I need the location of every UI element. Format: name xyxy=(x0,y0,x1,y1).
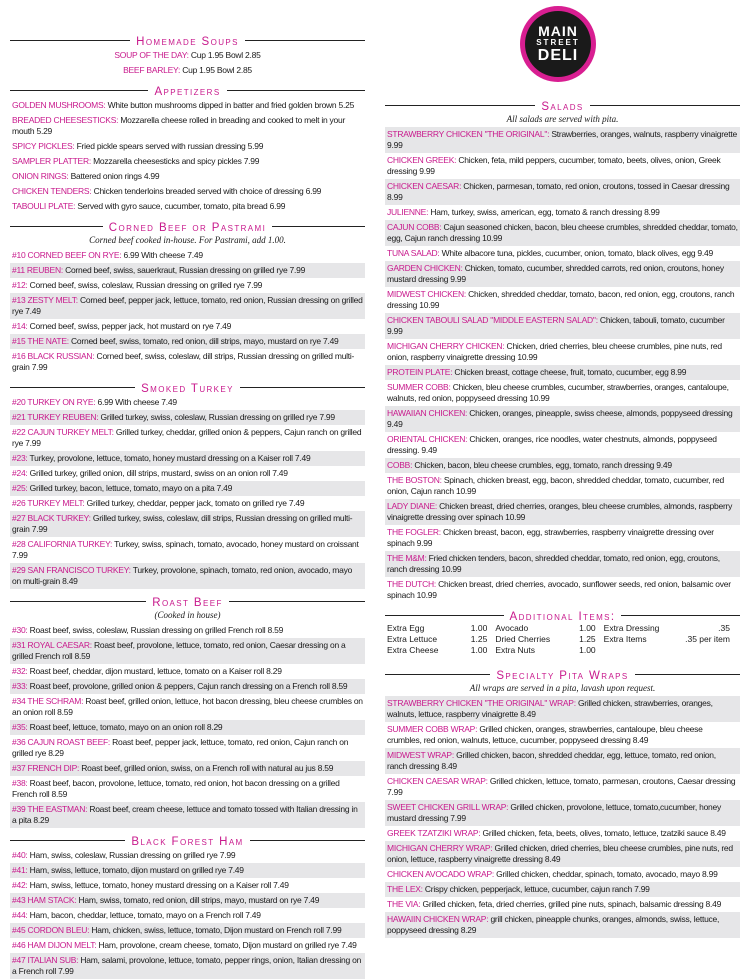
menu-item-description: Fried chicken tenders, bacon, shredded cheddar, tomato, red onion, egg, croutons, ranch dressing 10.99 xyxy=(387,553,720,574)
salads-title: Salads xyxy=(535,101,589,113)
menu-item xyxy=(10,451,365,466)
menu-item xyxy=(10,139,365,154)
ham-title: Black Forest Ham xyxy=(125,836,249,848)
menu-item-name: GREEK TZATZIKI WRAP: xyxy=(387,828,481,838)
menu-item-description: Grilled chicken, oranges, strawberries, cantaloupe, bleu cheese crumbles, red onion, walnuts, lettuce, cucumber, poppyseed dressing 8.49 xyxy=(387,724,703,745)
menu-item xyxy=(385,800,740,826)
menu-item-name: ONION RINGS: xyxy=(12,171,69,181)
extra-item-price: 1.25 xyxy=(470,634,488,644)
menu-item-description: Chicken, feta, mild peppers, cucumber, tomato, beets, olives, onion, Greek dressing 9.99 xyxy=(387,155,721,176)
menu-item-name: #28 CALIFORNIA TURKEY: xyxy=(12,539,113,549)
menu-item-name: #34 THE SCHRAM: xyxy=(12,696,84,706)
corned-beef-section xyxy=(10,218,365,375)
menu-item-description: Roast beef, bacon, provolone, lettuce, tomato, red onion, hot bacon dressing on a grilled French roll 8.59 xyxy=(12,778,340,799)
menu-item-description: Mozzarella cheesesticks and spicy pickles 7.99 xyxy=(90,156,260,166)
menu-item-name: SWEET CHICKEN GRILL WRAP: xyxy=(387,802,509,812)
appetizers-header xyxy=(10,82,365,98)
menu-item-description: Roast beef, lettuce, tomato, mayo on an onion roll 8.29 xyxy=(27,722,223,732)
additional-items-grid xyxy=(385,623,740,656)
menu-item-description: 6.99 With cheese 7.49 xyxy=(95,397,177,407)
menu-item xyxy=(10,664,365,679)
menu-item-name: #23: xyxy=(12,453,28,463)
menu-item-description: Chicken, tomato, cucumber, shredded carrots, red onion, croutons, honey mustard dressing 9.99 xyxy=(387,263,724,284)
menu-item xyxy=(10,878,365,893)
menu-item-description: Chicken, shredded cheddar, tomato, bacon, red onion, egg, croutons, ranch dressing 10.99 xyxy=(387,289,735,310)
menu-item-name: #40: xyxy=(12,850,28,860)
menu-item-description: Chicken, parmesan, tomato, red onion, croutons, tossed in Caesar dressing 8.99 xyxy=(387,181,730,202)
additional-header xyxy=(385,607,740,623)
menu-item-name: GARDEN CHICKEN: xyxy=(387,263,463,273)
menu-item-name: #13 ZESTY MELT: xyxy=(12,295,78,305)
additional-section xyxy=(385,607,740,656)
menu-item xyxy=(10,776,365,802)
menu-item-description: Chicken, tabouli, tomato, cucumber 9.99 xyxy=(387,315,725,336)
menu-item-name: #31 ROYAL CAESAR: xyxy=(12,640,92,650)
extra-item-price: 1.00 xyxy=(470,623,488,633)
menu-item-name: #44: xyxy=(12,910,28,920)
menu-item xyxy=(385,365,740,380)
menu-item-name: #20 TURKEY ON RYE: xyxy=(12,397,96,407)
corned-beef-header xyxy=(10,218,365,234)
menu-item-name: #15 THE NATE: xyxy=(12,336,69,346)
menu-item-name: #47 ITALIAN SUB: xyxy=(12,955,79,965)
menu-item-description: Grilled chicken, strawberries, oranges, walnuts, lettuce, raspberry vinaigrette 8.49 xyxy=(387,698,713,719)
menu-item xyxy=(385,458,740,473)
menu-item-description: Ham, provolone, cream cheese, tomato, Dijon mustard on grilled rye 7.49 xyxy=(96,940,357,950)
menu-item-name: BREADED CHEESESTICKS: xyxy=(12,115,119,125)
menu-item xyxy=(10,481,365,496)
menu-item-name: #46 HAM DIJON MELT: xyxy=(12,940,97,950)
logo-line-main: MAIN xyxy=(538,23,578,39)
menu-item-description: 6.99 With cheese 7.49 xyxy=(121,250,203,260)
menu-item xyxy=(10,511,365,537)
menu-item xyxy=(10,466,365,481)
menu-item-description: Grilled turkey, grilled onion, dill strips, mustard, swiss on an onion roll 7.49 xyxy=(27,468,288,478)
menu-item-name: #12: xyxy=(12,280,28,290)
menu-item xyxy=(10,735,365,761)
menu-item-name: CAJUN COBB: xyxy=(387,222,442,232)
menu-item xyxy=(10,63,365,78)
menu-item xyxy=(10,395,365,410)
corned-beef-note: Corned beef cooked in-house. For Pastrami, add 1.00. xyxy=(89,235,286,245)
menu-item-name: #42: xyxy=(12,880,28,890)
menu-item xyxy=(10,802,365,828)
extra-item-name: Avocado xyxy=(495,623,529,633)
menu-item-description: White button mushrooms dipped in batter and fried golden brown 5.25 xyxy=(105,100,355,110)
menu-item xyxy=(385,406,740,432)
menu-item xyxy=(385,380,740,406)
menu-item xyxy=(10,496,365,511)
extra-item-price: .35 per item xyxy=(685,634,730,644)
menu-item-description: Ham, swiss, lettuce, tomato, honey mustard dressing on a Kaiser roll 7.49 xyxy=(27,880,289,890)
menu-item-description: Grilled turkey, bacon, lettuce, tomato, mayo on a pita 7.49 xyxy=(27,483,233,493)
menu-item-name: BEEF BARLEY: xyxy=(123,65,181,75)
extra-item-price: 1.00 xyxy=(470,645,488,655)
menu-item xyxy=(10,938,365,953)
menu-item-name: SOUP OF THE DAY: xyxy=(114,50,189,60)
menu-item xyxy=(385,525,740,551)
menu-item-name: #29 SAN FRANCISCO TURKEY: xyxy=(12,565,131,575)
menu-item xyxy=(10,425,365,451)
menu-item xyxy=(385,774,740,800)
menu-item xyxy=(10,623,365,638)
extra-item-price: 1.00 xyxy=(579,623,596,633)
menu-item xyxy=(385,473,740,499)
menu-item-name: MIDWEST WRAP: xyxy=(387,750,454,760)
turkey-list xyxy=(10,395,365,589)
roast-beef-title: Roast Beef xyxy=(146,597,229,609)
soups-title: Homemade Soups xyxy=(130,36,245,48)
additional-title: Additional Items: xyxy=(504,611,622,623)
menu-item-name: #39 THE EASTMAN: xyxy=(12,804,88,814)
menu-item-name: SUMMER COBB: xyxy=(387,382,451,392)
extra-item-name: Extra Dressing xyxy=(603,623,660,633)
menu-item xyxy=(385,696,740,722)
menu-item-description: Roast beef, pepper jack, lettuce, tomato, red onion, Cajun ranch on grilled rye 8.29 xyxy=(12,737,349,758)
menu-item xyxy=(10,563,365,589)
menu-item-name: THE FOGLER: xyxy=(387,527,441,537)
menu-item xyxy=(385,912,740,938)
menu-item-description: Turkey, provolone, lettuce, tomato, honey mustard dressing on a Kaiser roll 7.49 xyxy=(27,453,311,463)
soups-header xyxy=(10,32,365,48)
menu-item-description: Strawberries, oranges, walnuts, raspberry vinaigrette 9.99 xyxy=(387,129,737,150)
menu-item-name: #27 BLACK TURKEY: xyxy=(12,513,91,523)
menu-item-description: Mozzarella cheese rolled in breading and cooked to melt in your mouth 5.29 xyxy=(12,115,346,136)
menu-item xyxy=(10,184,365,199)
menu-item-description: Ham, swiss, lettuce, tomato, dijon mustard on grilled rye 7.49 xyxy=(27,865,244,875)
roast-beef-list xyxy=(10,623,365,828)
appetizers-title: Appetizers xyxy=(148,86,226,98)
menu-item-description: Grilled turkey, cheddar, grilled onion & peppers, Cajun ranch on grilled rye 7.99 xyxy=(12,427,362,448)
salads-list xyxy=(385,127,740,603)
menu-item-description: Ham, chicken, swiss, lettuce, tomato, Dijon mustard on French roll 7.99 xyxy=(89,925,342,935)
menu-item xyxy=(385,339,740,365)
menu-item xyxy=(10,199,365,214)
menu-item-name: #38: xyxy=(12,778,28,788)
menu-item-description: Grilled chicken, dried cherries, bleu cheese crumbles, pine nuts, red onion, lettuce, raspberry vinaigrette dressing 8.49 xyxy=(387,843,733,864)
wraps-header xyxy=(385,666,740,682)
menu-item xyxy=(385,287,740,313)
menu-item-name: PROTEIN PLATE: xyxy=(387,367,453,377)
extra-item-name: Extra Items xyxy=(603,634,647,644)
roast-beef-header xyxy=(10,593,365,609)
menu-item-description: Crispy chicken, pepperjack, lettuce, cucumber, cajun ranch 7.99 xyxy=(422,884,650,894)
menu-item-name: CHICKEN TENDERS: xyxy=(12,186,92,196)
soups-section xyxy=(10,32,365,78)
soups-list xyxy=(10,48,365,78)
wraps-title: Specialty Pita Wraps xyxy=(490,670,634,682)
menu-item xyxy=(10,679,365,694)
menu-item-description: Roast beef, swiss, coleslaw, Russian dressing on grilled French roll 8.59 xyxy=(27,625,284,635)
menu-item xyxy=(10,319,365,334)
menu-item-description: Turkey, swiss, spinach, tomato, avocado, honey mustard on croissant 7.99 xyxy=(12,539,359,560)
menu-item-name: #10 CORNED BEEF ON RYE: xyxy=(12,250,122,260)
menu-item-name: #11 REUBEN: xyxy=(12,265,63,275)
menu-item-name: CHICKEN CAESAR: xyxy=(387,181,462,191)
menu-item-description: Chicken breast, dried cherries, avocado, sunflower seeds, red onion, balsamic over spinach 10.99 xyxy=(387,579,731,600)
menu-item-description: Served with gyro sauce, cucumber, tomato, pita bread 6.99 xyxy=(75,201,286,211)
menu-item-name: STRAWBERRY CHICKEN "THE ORIGINAL": xyxy=(387,129,550,139)
menu-item-name: #32: xyxy=(12,666,28,676)
menu-item-description: Spinach, chicken breast, egg, bacon, shredded cheddar, tomato, cucumber, red onion, Cajun ranch 10.99 xyxy=(387,475,724,496)
extra-item-name: Extra Egg xyxy=(387,623,425,633)
extra-item-name: Extra Cheese xyxy=(387,645,439,655)
menu-item-name: #16 BLACK RUSSIAN: xyxy=(12,351,95,361)
menu-item xyxy=(10,154,365,169)
menu-item-name: THE DUTCH: xyxy=(387,579,436,589)
menu-item-description: Chicken, dried cherries, bleu cheese crumbles, pine nuts, red onion, raspberry vinaigrette dressing 10.99 xyxy=(387,341,722,362)
menu-item-description: Corned beef, swiss, coleslaw, dill strips, Russian dressing on grilled multi-grain 7.99 xyxy=(12,351,355,372)
menu-item-name: STRAWBERRY CHICKEN "THE ORIGINAL" WRAP: xyxy=(387,698,576,708)
menu-item-description: Cajun seasoned chicken, bacon, bleu cheese crumbles, shredded cheddar, tomato, egg, Cajun ranch dressing 10.99 xyxy=(387,222,738,243)
ham-list xyxy=(10,848,365,979)
menu-item-name: #33: xyxy=(12,681,28,691)
corned-beef-list xyxy=(10,248,365,375)
menu-item-name: HAWAIIAN CHICKEN: xyxy=(387,408,468,418)
menu-item xyxy=(385,313,740,339)
extra-item-name: Dried Cherries xyxy=(495,634,551,644)
menu-item xyxy=(10,48,365,63)
menu-item-description: Grilled turkey, swiss, coleslaw, dill strips, Russian dressing on grilled multi-grain 7.99 xyxy=(12,513,353,534)
menu-item-name: CHICKEN AVOCADO WRAP: xyxy=(387,869,494,879)
menu-item-name: CHICKEN GREEK: xyxy=(387,155,457,165)
menu-item-name: LADY DIANE: xyxy=(387,501,438,511)
menu-item-description: Chicken, oranges, pineapple, swiss cheese, almonds, poppyseed dressing 9.49 xyxy=(387,408,733,429)
menu-item-description: Cup 1.95 Bowl 2.85 xyxy=(188,50,261,60)
salads-note: All salads are served with pita. xyxy=(506,114,619,124)
menu-item-description: Corned beef, swiss, sauerkraut, Russian dressing on grilled rye 7.99 xyxy=(62,265,306,275)
menu-item-description: Grilled turkey, swiss, coleslaw, Russian dressing on grilled rye 7.99 xyxy=(98,412,335,422)
menu-item-description: Grilled chicken, provolone, lettuce, tomato,cucumber, honey mustard dressing 7.99 xyxy=(387,802,722,823)
menu-item xyxy=(385,499,740,525)
extra-item-name xyxy=(604,645,678,656)
menu-item-description: Roast beef, provolone, lettuce, tomato, red onion, Caesar dressing on a grilled French roll 8.59 xyxy=(12,640,346,661)
menu-item-description: Battered onion rings 4.99 xyxy=(68,171,160,181)
menu-item xyxy=(10,638,365,664)
turkey-title: Smoked Turkey xyxy=(135,383,240,395)
menu-item-name: TABOULI PLATE: xyxy=(12,201,76,211)
roast-beef-section xyxy=(10,593,365,828)
menu-item-description: Chicken, oranges, rice noodles, water chestnuts, almonds, poppyseed dressing. 9.49 xyxy=(387,434,717,455)
menu-item xyxy=(10,334,365,349)
menu-item-name: THE BOSTON: xyxy=(387,475,442,485)
wraps-note: All wraps are served in a pita, lavash upon request. xyxy=(469,683,656,693)
menu-item-name: HAWAIIN CHICKEN WRAP: xyxy=(387,914,489,924)
menu-item-name: COBB: xyxy=(387,460,413,470)
salads-section xyxy=(385,97,740,603)
menu-item xyxy=(10,169,365,184)
menu-item xyxy=(10,263,365,278)
salads-header xyxy=(385,97,740,113)
menu-item-description: Corned beef, swiss, tomato, red onion, dill strips, mayo, mustard on rye 7.49 xyxy=(68,336,339,346)
menu-item-name: GOLDEN MUSHROOMS: xyxy=(12,100,106,110)
wraps-list xyxy=(385,696,740,938)
menu-item xyxy=(385,261,740,287)
menu-item-name: #22 CAJUN TURKEY MELT: xyxy=(12,427,114,437)
menu-item-name: THE VIA: xyxy=(387,899,421,909)
menu-item xyxy=(385,867,740,882)
menu-item-name: CHICKEN TABOULI SALAD "MIDDLE EASTERN SALAD": xyxy=(387,315,598,325)
menu-item-description: Corned beef, swiss, pepper jack, hot mustard on rye 7.49 xyxy=(27,321,232,331)
menu-item-name: CHICKEN CAESAR WRAP: xyxy=(387,776,488,786)
menu-item xyxy=(10,293,365,319)
menu-item-description: Roast beef, cheddar, dijon mustard, lettuce, tomato on a Kaiser roll 8.29 xyxy=(27,666,282,676)
right-column xyxy=(385,0,740,938)
menu-item-description: Ham, salami, provolone, lettuce, tomato, pepper rings, onion, Italian dressing on a French roll 7.99 xyxy=(12,955,362,976)
menu-item-description: Chicken, bacon, bleu cheese crumbles, egg, tomato, ranch dressing 9.49 xyxy=(412,460,672,470)
menu-item-name: MIDWEST CHICKEN: xyxy=(387,289,466,299)
menu-item-description: Roast beef, grilled onion, lettuce, hot bacon dressing, bleu cheese crumbles on an onion roll 8.59 xyxy=(12,696,363,717)
menu-item-name: MICHIGAN CHERRY CHICKEN: xyxy=(387,341,505,351)
menu-item xyxy=(10,761,365,776)
menu-item xyxy=(10,923,365,938)
menu-item xyxy=(385,577,740,603)
appetizers-section xyxy=(10,82,365,214)
menu-item-description: Chicken breast, bacon, egg, strawberries, raspberry vinaigrette dressing over spinach 9.99 xyxy=(387,527,714,548)
menu-item-description: Roast beef, cream cheese, lettuce and tomato tossed with Italian dressing in a pita 8.29 xyxy=(12,804,358,825)
turkey-section xyxy=(10,379,365,589)
menu-item-name: #24: xyxy=(12,468,28,478)
logo-line-deli: DELI xyxy=(537,47,579,64)
menu-item xyxy=(385,220,740,246)
menu-item xyxy=(10,349,365,375)
menu-item xyxy=(385,882,740,897)
menu-item xyxy=(10,694,365,720)
ham-section xyxy=(10,832,365,979)
extra-item-price: 1.25 xyxy=(579,634,596,644)
menu-item-name: JULIENNE: xyxy=(387,207,429,217)
menu-item-name: TUNA SALAD: xyxy=(387,248,440,258)
menu-item xyxy=(385,205,740,220)
turkey-header xyxy=(10,379,365,395)
menu-item-description: Grilled chicken, lettuce, tomato, parmesan, croutons, Caesar dressing 7.99 xyxy=(387,776,736,797)
menu-item xyxy=(385,551,740,577)
menu-item xyxy=(10,848,365,863)
menu-item xyxy=(385,246,740,261)
menu-item xyxy=(385,826,740,841)
menu-item-description: Ham, bacon, cheddar, lettuce, tomato, mayo on a French roll 7.49 xyxy=(27,910,261,920)
menu-item-name: THE M&M: xyxy=(387,553,427,563)
menu-item-description: Corned beef, swiss, coleslaw, Russian dressing on grilled rye 7.99 xyxy=(27,280,263,290)
menu-item-description: Chicken, bleu cheese crumbles, cucumber, strawberries, oranges, cantaloupe, walnuts, red onion, poppyseed dressing 10.99 xyxy=(387,382,729,403)
menu-item-description: Corned beef, pepper jack, lettuce, tomato, red onion, Russian dressing on grilled rye 7.49 xyxy=(12,295,363,316)
menu-item-name: MICHIGAN CHERRY WRAP: xyxy=(387,843,493,853)
menu-item xyxy=(385,153,740,179)
menu-item-name: #25: xyxy=(12,483,28,493)
menu-item-description: Chicken tenderloins breaded served with choice of dressing 6.99 xyxy=(91,186,322,196)
left-column xyxy=(10,0,365,979)
menu-item-description: Chicken breast, cottage cheese, fruit, tomato, cucumber, egg 8.99 xyxy=(452,367,687,377)
menu-item-name: THE LEX: xyxy=(387,884,423,894)
menu-item-name: SPICY PICKLES: xyxy=(12,141,75,151)
extra-item-price: .35 xyxy=(718,623,730,633)
menu-item-description: Grilled chicken, feta, dried cherries, grilled pine nuts, spinach, balsamic dressing 8.49 xyxy=(420,899,722,909)
menu-item-name: #26 TURKEY MELT: xyxy=(12,498,85,508)
extra-item-name: Extra Lettuce xyxy=(387,634,438,644)
menu-item-name: SUMMER COBB WRAP: xyxy=(387,724,478,734)
menu-item xyxy=(10,410,365,425)
menu-item xyxy=(385,127,740,153)
appetizers-list xyxy=(10,98,365,214)
logo-line-street: STREET xyxy=(536,38,580,47)
menu-item-description: Grilled chicken, bacon, shredded cheddar, egg, lettuce, tomato, red onion, ranch dressing 8.49 xyxy=(387,750,716,771)
menu-item-description: Fried pickle spears served with russian dressing 5.99 xyxy=(74,141,264,151)
menu-item-description: Grilled turkey, cheddar, pepper jack, tomato on grilled rye 7.49 xyxy=(84,498,305,508)
menu-item xyxy=(10,278,365,293)
menu-item xyxy=(385,748,740,774)
menu-item xyxy=(10,113,365,139)
wraps-section xyxy=(385,666,740,938)
roast-beef-note: (Cooked in house) xyxy=(154,610,221,620)
menu-item-name: SAMPLER PLATTER: xyxy=(12,156,91,166)
menu-item-name: ORIENTAL CHICKEN: xyxy=(387,434,468,444)
menu-item xyxy=(10,893,365,908)
menu-item xyxy=(10,248,365,263)
menu-item-name: #37 FRENCH DIP: xyxy=(12,763,80,773)
menu-item-description: Grilled chicken, cheddar, spinach, tomato, avocado, mayo 8.99 xyxy=(494,869,718,879)
menu-item xyxy=(10,720,365,735)
menu-item xyxy=(385,432,740,458)
menu-item-description: White albacore tuna, pickles, cucumber, onion, tomato, black olives, egg 9.49 xyxy=(439,248,713,258)
menu-item-description: Turkey, provolone, spinach, tomato, red onion, avocado, mayo on multi-grain 8.49 xyxy=(12,565,353,586)
menu-item xyxy=(385,841,740,867)
menu-item-description: Roast beef, grilled onion, swiss, on a French roll with natural au jus 8.59 xyxy=(79,763,334,773)
menu-item xyxy=(10,98,365,113)
menu-item-name: #30: xyxy=(12,625,28,635)
menu-item xyxy=(10,537,365,563)
menu-item-description: Roast beef, provolone, grilled onion & peppers, Cajun ranch dressing on a French roll 8.59 xyxy=(27,681,348,691)
ham-header xyxy=(10,832,365,848)
menu-item xyxy=(10,953,365,979)
menu-item-description: Ham, turkey, swiss, american, egg, tomato & ranch dressing 8.99 xyxy=(428,207,660,217)
menu-item xyxy=(10,908,365,923)
menu-item-name: #21 TURKEY REUBEN: xyxy=(12,412,99,422)
menu-item-name: #35: xyxy=(12,722,28,732)
menu-item-description: Cup 1.95 Bowl 2.85 xyxy=(180,65,252,75)
menu-item-description: grill chicken, pineapple chunks, oranges, almonds, swiss, lettuce, poppyseed dressing 8.29 xyxy=(387,914,720,935)
menu-item-description: Grilled chicken, feta, beets, olives, tomato, lettuce, tzatziki sauce 8.49 xyxy=(480,828,726,838)
menu-item xyxy=(10,863,365,878)
menu-item xyxy=(385,722,740,748)
menu-item-name: #41: xyxy=(12,865,28,875)
menu-item-name: #36 CAJUN ROAST BEEF: xyxy=(12,737,111,747)
menu-item xyxy=(385,179,740,205)
menu-item-name: #43 HAM STACK: xyxy=(12,895,77,905)
extra-item-price xyxy=(678,645,738,656)
menu-item-description: Ham, swiss, tomato, red onion, dill strips, mayo, mustard on rye 7.49 xyxy=(76,895,320,905)
extra-item-price: 1.00 xyxy=(579,645,596,655)
corned-beef-title: Corned Beef or Pastrami xyxy=(103,222,272,234)
menu-item-name: #14: xyxy=(12,321,28,331)
menu-item-name: #45 CORDON BLEU: xyxy=(12,925,90,935)
extra-item-name: Extra Nuts xyxy=(495,645,536,655)
menu-item-description: Chicken breast, dried cherries, oranges, bleu cheese crumbles, almonds, raspberry vinaigrette dressing over spinach 10.99 xyxy=(387,501,733,522)
menu-item-description: Ham, swiss, coleslaw, Russian dressing on grilled rye 7.99 xyxy=(27,850,236,860)
menu-item xyxy=(385,897,740,912)
